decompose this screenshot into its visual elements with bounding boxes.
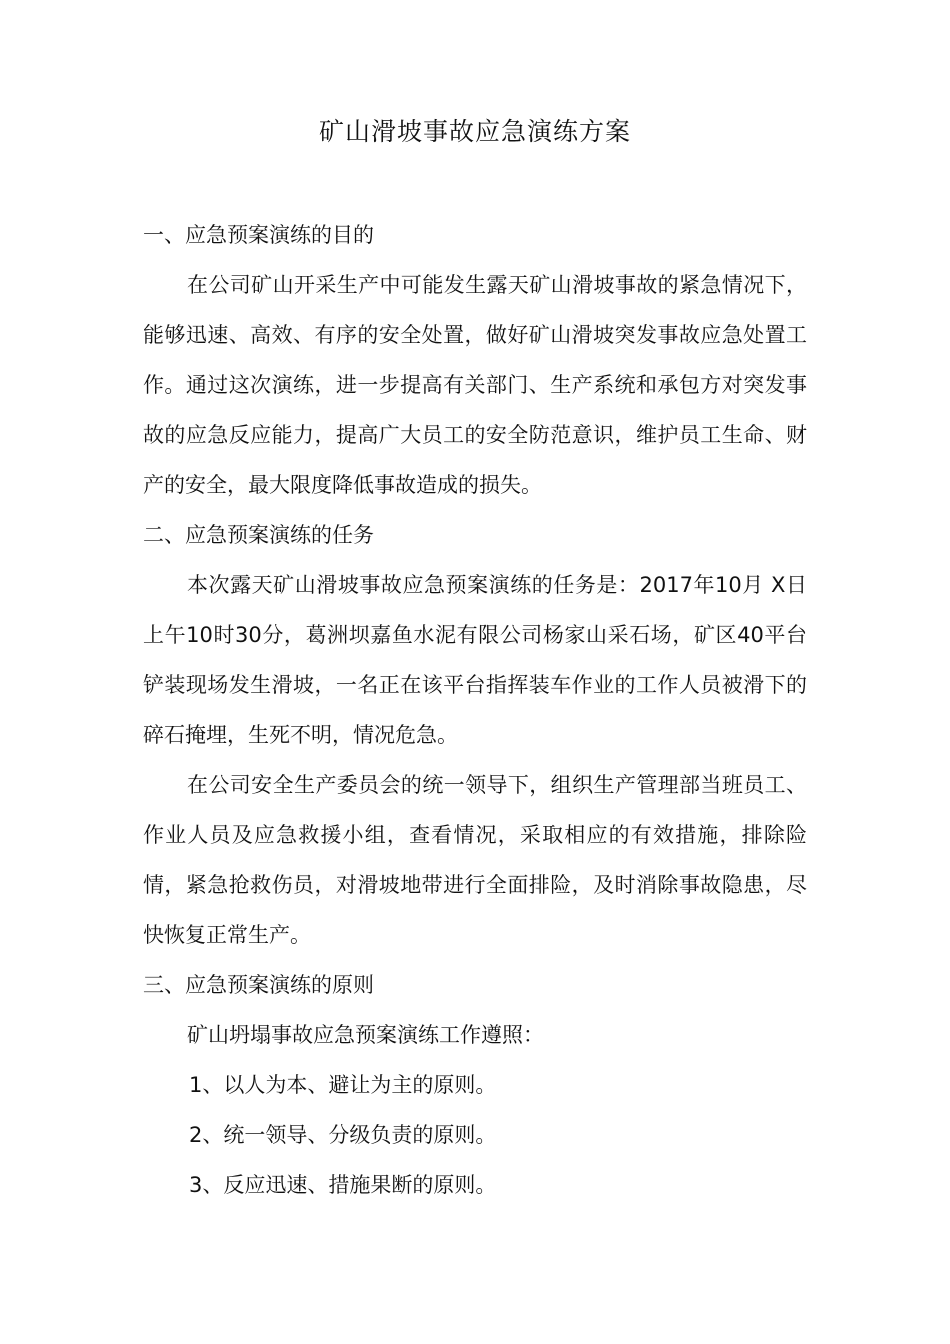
principle-item-2: 2、统一领导、分级负责的原则。 <box>189 1123 497 1147</box>
section-2-paragraph-1: 本次露天矿山滑坡事故应急预案演练的任务是：2017年10月 X日上午10时30分，葛洲坝嘉鱼水泥有限公司杨家山采石场，矿区40平台铲装现场发生滑坡，一名正在该平台指挥装车作业的工作人员被滑下的碎石掩埋，生死不明，情况危急。 <box>143 573 807 747</box>
section-3-heading: 三、应急预案演练的原则 <box>143 973 374 997</box>
principle-item-1: 1、以人为本、避让为主的原则。 <box>189 1073 497 1097</box>
section-2-heading: 二、应急预案演练的任务 <box>143 523 374 547</box>
section-2-paragraph-2: 在公司安全生产委员会的统一领导下，组织生产管理部当班员工、作业人员及应急救援小组，查看情况，采取相应的有效措施，排除险情，紧急抢救伤员，对滑坡地带进行全面排险，及时消除事故隐患，尽快恢复正常生产。 <box>143 773 807 947</box>
section-1-paragraph: 在公司矿山开采生产中可能发生露天矿山滑坡事故的紧急情况下，能够迅速、高效、有序的安全处置，做好矿山滑坡突发事故应急处置工作。通过这次演练，进一步提高有关部门、生产系统和承包方对突发事故的应急反应能力，提高广大员工的安全防范意识，维护员工生命、财产的安全，最大限度降低事故造成的损失。 <box>143 273 807 497</box>
document-body <box>143 210 807 1210</box>
section-3-paragraph: 矿山坍塌事故应急预案演练工作遵照： <box>187 1023 544 1047</box>
principle-item-3: 3、反应迅速、措施果断的原则。 <box>189 1173 497 1197</box>
document-title: 矿山滑坡事故应急演练方案 <box>318 117 631 146</box>
section-1-heading: 一、应急预案演练的目的 <box>143 223 374 247</box>
